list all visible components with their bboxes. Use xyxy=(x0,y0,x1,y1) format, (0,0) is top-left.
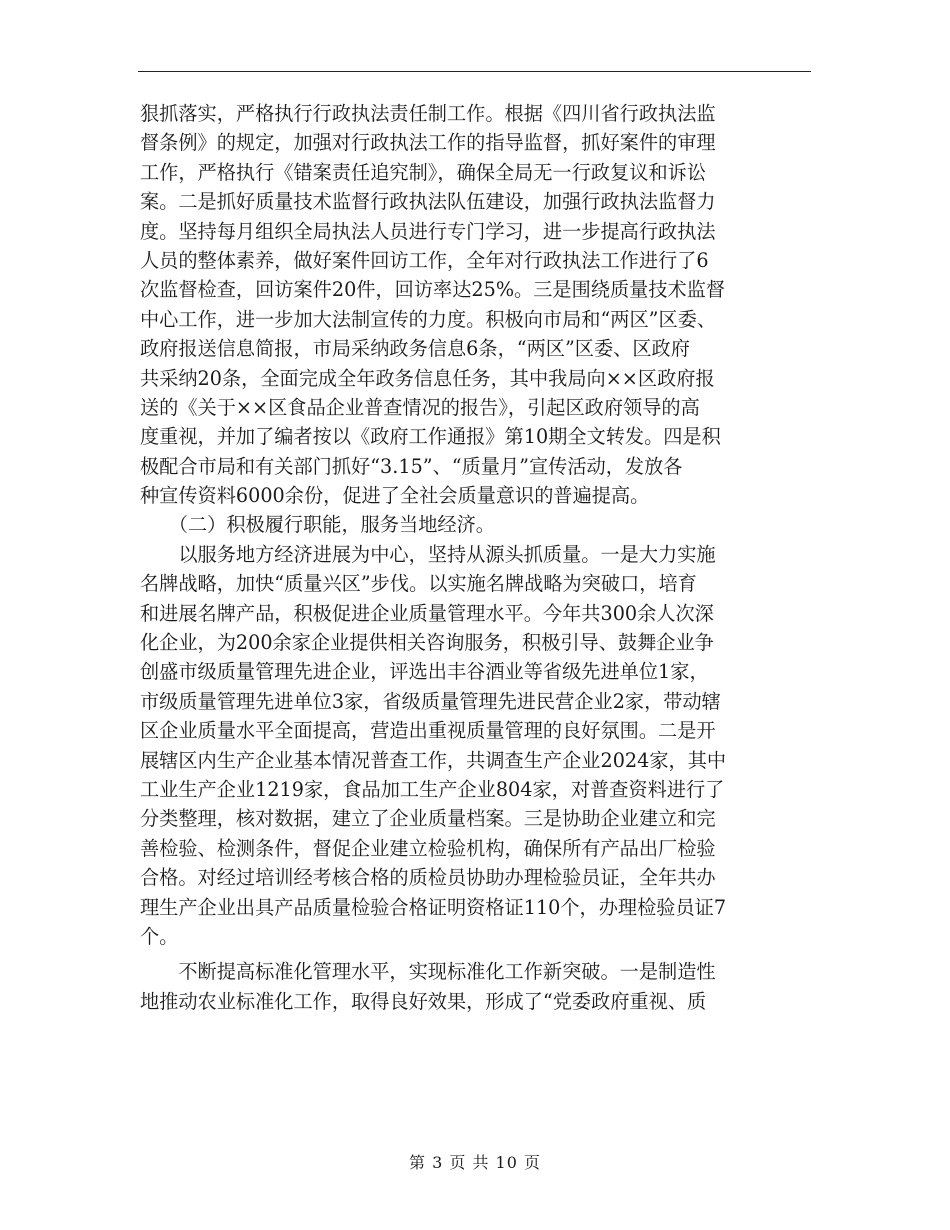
header-rule xyxy=(138,71,811,72)
text-line: 工业生产企业1219家，食品加工生产企业804家，对普查资料进行了 xyxy=(140,777,725,801)
text-line: 分类整理，核对数据，建立了企业质量档案。三是协助企业建立和完 xyxy=(140,807,716,831)
document-body xyxy=(140,99,812,1016)
text-line: 度重视，并加了编者按以《政府工作通报》第10期全文转发。四是积 xyxy=(140,425,721,449)
text-line: 理生产企业出具产品质量检验合格证明资格证110个，办理检验员证7 xyxy=(140,895,727,919)
text-line: 展辖区内生产企业基本情况普查工作，共调查生产企业2024家，其中 xyxy=(140,748,727,772)
section-heading: （二）积极履行职能，服务当地经济。 xyxy=(140,513,495,537)
text-line: 人员的整体素养，做好案件回访工作，全年对行政执法工作进行了6 xyxy=(140,248,709,272)
text-line: 地推动农业标准化工作，取得良好效果，形成了“党委政府重视、质 xyxy=(140,989,707,1013)
text-line: 极配合市局和有关部门抓好“3.15”、“质量月”宣传活动，发放各 xyxy=(140,454,683,478)
text-line: 化企业，为200余家企业提供相关咨询服务，积极引导、鼓舞企业争 xyxy=(140,631,714,655)
text-line: 共采纳20条，全面完成全年政务信息任务，其中我局向××区政府报 xyxy=(140,366,715,390)
text-line: 种宣传资料6000余份，促进了全社会质量意识的普遍提高。 xyxy=(140,484,650,508)
text-line: 创盛市级质量管理先进企业，评选出丰谷酒业等省级先进单位1家， xyxy=(140,660,709,684)
text-line: 次监督检查，回访案件20件，回访率达25%。三是围绕质量技术监督 xyxy=(140,278,726,302)
text-line: 送的《关于××区食品企业普查情况的报告》，引起区政府领导的高 xyxy=(140,395,700,419)
text-line: 不断提高标准化管理水平，实现标准化工作新突破。一是制造性 xyxy=(140,960,716,984)
text-line: 市级质量管理先进单位3家，省级质量管理先进民营企业2家，带动辖 xyxy=(140,689,721,713)
text-line: 工作，严格执行《错案责任追究制》，确保全局无一行政复议和诉讼 xyxy=(140,160,707,184)
text-line: 狠抓落实，严格执行行政执法责任制工作。根据《四川省行政执法监 xyxy=(140,102,716,125)
text-line: 督条例》的规定，加强对行政执法工作的指导监督，抓好案件的审理 xyxy=(140,131,716,155)
text-line: 合格。对经过培训经考核合格的质检员协助办理检验员证，全年共办 xyxy=(140,866,716,890)
text-line: 善检验、检测条件，督促企业建立检验机构，确保所有产品出厂检验 xyxy=(140,836,716,860)
page-number: 第 3 页 共 10 页 xyxy=(409,1153,541,1172)
text-line: 和进展名牌产品，积极促进企业质量管理水平。今年共300余人次深 xyxy=(140,601,714,625)
text-line: 中心工作，进一步加大法制宣传的力度。积极向市局和“两区”区委、 xyxy=(140,307,717,331)
text-line: 政府报送信息简报，市局采纳政务信息6条，“两区”区委、区政府 xyxy=(140,337,690,361)
text-line: 个。 xyxy=(140,924,179,948)
text-line: 案。二是抓好质量技术监督行政执法队伍建设，加强行政执法监督力 xyxy=(140,190,716,214)
text-line: 名牌战略，加快“质量兴区”步伐。以实施名牌战略为突破口，培育 xyxy=(140,572,697,596)
text-line: 度。坚持每月组织全局执法人员进行专门学习，进一步提高行政执法 xyxy=(140,219,716,243)
text-line: 以服务地方经济进展为中心，坚持从源头抓质量。一是大力实施 xyxy=(140,542,716,566)
text-line: 区企业质量水平全面提高，营造出重视质量管理的良好氛围。二是开 xyxy=(140,719,716,743)
